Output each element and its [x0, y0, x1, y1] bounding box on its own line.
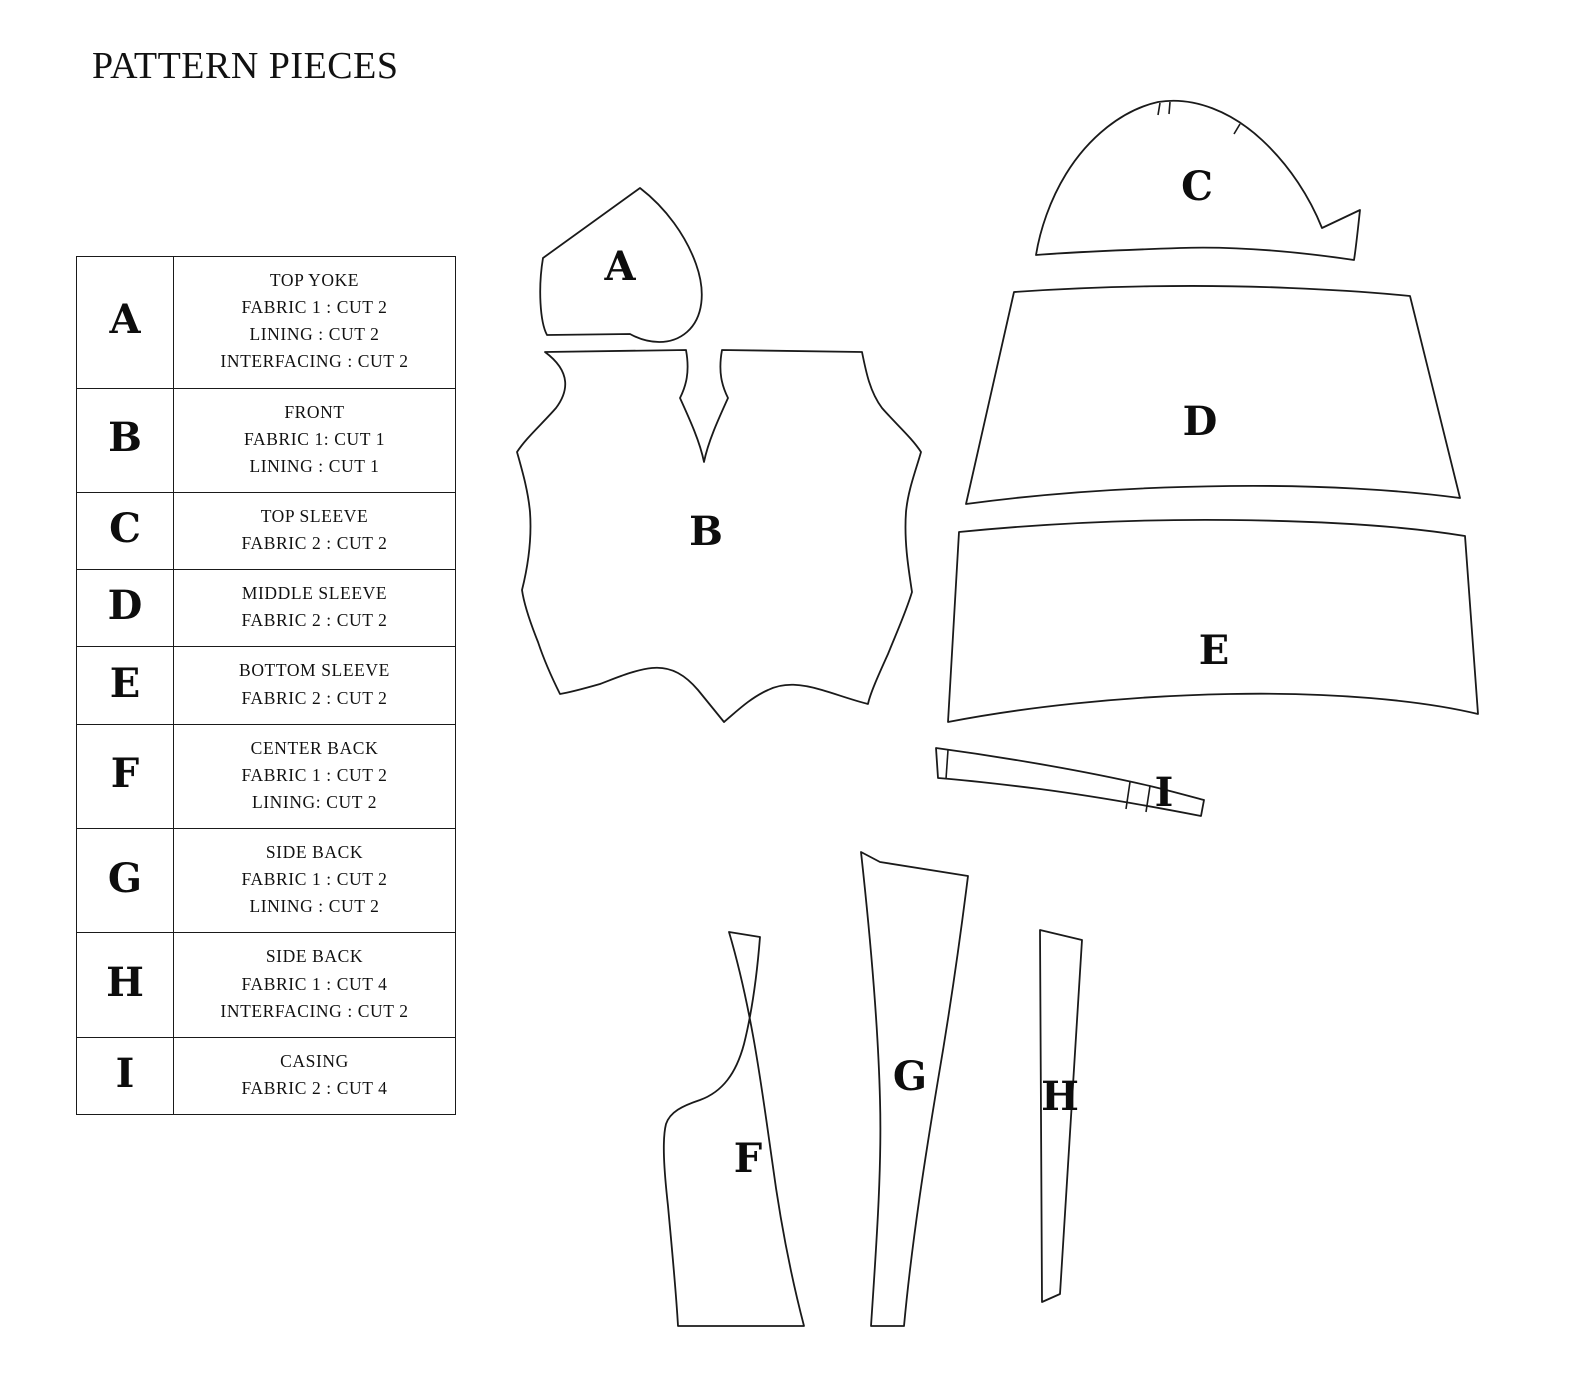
middle-sleeve-piece — [966, 286, 1460, 504]
legend-desc-line: CASING — [280, 1050, 349, 1071]
legend-desc-line: LINING : CUT 1 — [249, 455, 380, 476]
legend-desc-line: FRONT — [284, 401, 345, 422]
side-back-piece — [861, 852, 968, 1326]
piece-label-h: H — [1041, 1073, 1079, 1120]
legend-letter-e: E — [77, 647, 174, 724]
top-yoke-piece — [540, 188, 702, 342]
piece-label-f: F — [733, 1135, 763, 1182]
legend-desc-line: FABRIC 2 : CUT 2 — [241, 610, 388, 631]
piece-label-a: A — [604, 243, 636, 290]
legend-letter-i: I — [77, 1037, 174, 1114]
legend-desc-line: FABRIC 1 : CUT 4 — [241, 973, 388, 994]
legend-desc-line: SIDE BACK — [265, 946, 364, 967]
legend-desc-line: MIDDLE SLEEVE — [241, 583, 388, 604]
side-back-interfacing-piece — [1040, 930, 1082, 1302]
legend-desc-line: TOP SLEEVE — [260, 505, 369, 526]
legend-desc-line: FABRIC 1: CUT 1 — [243, 428, 386, 449]
piece-label-e: E — [1198, 627, 1230, 674]
piece-label-i: I — [1154, 769, 1174, 816]
legend-desc-line: FABRIC 1 : CUT 2 — [241, 297, 388, 318]
legend-letter-f: F — [77, 724, 174, 828]
piece-label-g: G — [892, 1053, 928, 1100]
legend-desc-line: TOP YOKE — [269, 270, 360, 290]
casing-piece — [936, 748, 1204, 816]
piece-label-c: C — [1181, 163, 1213, 210]
legend-desc-line: FABRIC 2 : CUT 2 — [241, 533, 388, 553]
legend-desc-line: INTERFACING : CUT 2 — [220, 1000, 409, 1021]
legend-letter-g: G — [77, 829, 174, 933]
legend-desc-line: LINING: CUT 2 — [251, 791, 378, 812]
legend-desc-line: CENTER BACK — [250, 737, 379, 758]
front-piece — [517, 350, 921, 722]
piece-label-d: D — [1182, 398, 1218, 445]
legend-letter-h: H — [77, 933, 174, 1037]
legend-desc-line: FABRIC 1 : CUT 2 — [241, 764, 388, 785]
legend-desc-line: LINING : CUT 2 — [249, 324, 380, 345]
legend-desc-line: SIDE BACK — [265, 842, 364, 862]
top-sleeve-piece — [1036, 101, 1360, 260]
bottom-sleeve-piece — [948, 520, 1478, 722]
piece-label-b: B — [689, 508, 723, 555]
legend-desc-line: INTERFACING : CUT 2 — [220, 351, 409, 372]
legend-desc-line: FABRIC 2 : CUT 2 — [241, 687, 388, 708]
legend-letter-a: A — [77, 257, 174, 389]
legend-letter-b: B — [77, 388, 174, 492]
center-back-piece — [664, 932, 804, 1326]
legend-desc-line: LINING : CUT 2 — [249, 896, 380, 917]
page-title: PATTERN PIECES — [92, 45, 399, 87]
legend-desc-line: FABRIC 2 : CUT 4 — [241, 1077, 388, 1098]
legend-desc-line: FABRIC 1 : CUT 2 — [241, 869, 388, 890]
legend-desc-line: BOTTOM SLEEVE — [239, 660, 390, 681]
legend-letter-d: D — [77, 570, 174, 647]
legend-letter-c: C — [77, 492, 174, 569]
